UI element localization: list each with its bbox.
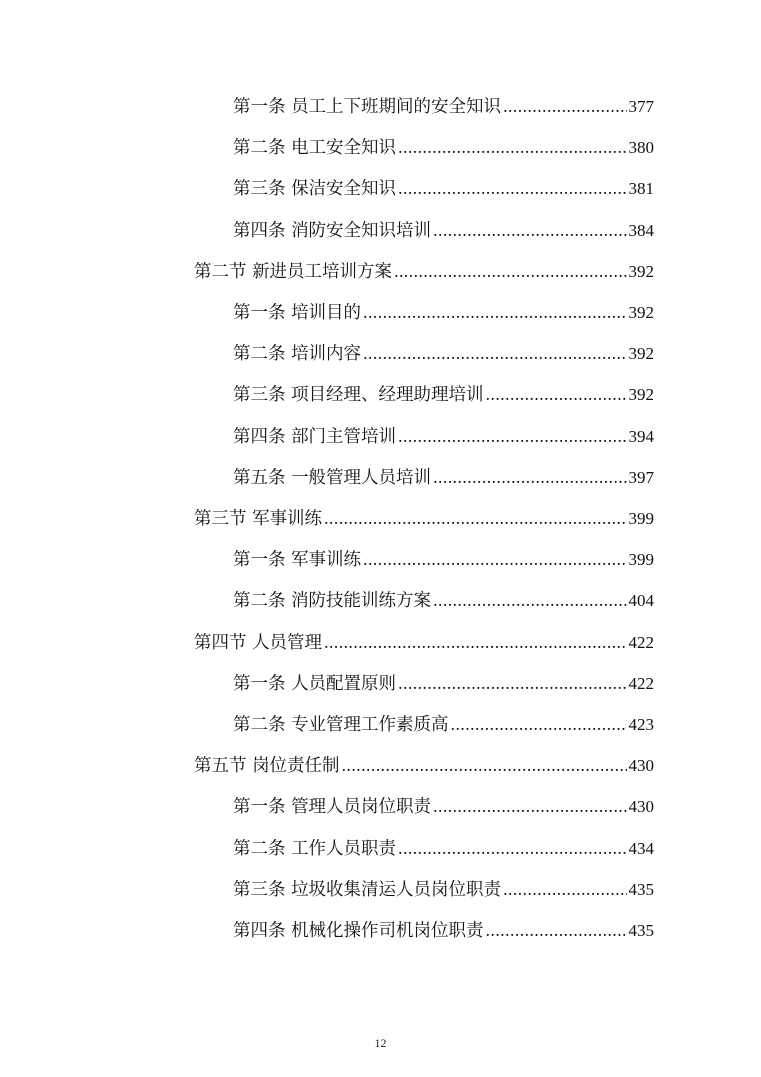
toc-entry-page-number: 434 (628, 838, 654, 858)
toc-entry-label: 第三条 项目经理、经理助理培训 (233, 385, 484, 406)
toc-dot-leader (503, 90, 626, 122)
toc-article-entry[interactable] (233, 914, 654, 946)
toc-article-entry[interactable] (233, 584, 654, 616)
toc-entry-label: 第五节 岗位责任制 (194, 756, 340, 777)
toc-dot-leader (503, 873, 626, 905)
toc-article-entry[interactable] (233, 832, 654, 864)
toc-entry-label: 第三节 军事训练 (194, 509, 323, 529)
toc-entry-page-number: 435 (628, 921, 654, 940)
toc-entry-page-number: 384 (628, 220, 654, 240)
toc-article-entry[interactable] (233, 172, 654, 204)
toc-entry-label: 第二节 新进员工培训方案 (194, 261, 393, 282)
toc-dot-leader (394, 255, 626, 287)
toc-dot-leader (398, 667, 626, 699)
toc-dot-leader (451, 708, 627, 740)
toc-entry-label: 第一条 管理人员岗位职责 (233, 797, 432, 818)
toc-entry-page-number: 380 (628, 138, 654, 158)
toc-article-entry[interactable] (233, 461, 654, 493)
toc-dot-leader (363, 296, 626, 328)
toc-dot-leader (433, 461, 626, 493)
toc-entry-page-number: 397 (628, 467, 654, 487)
toc-entry-label: 第一条 军事训练 (233, 550, 362, 571)
toc-article-entry[interactable] (233, 90, 654, 122)
toc-entry-page-number: 430 (628, 756, 654, 776)
toc-entry-label: 第二条 培训内容 (233, 344, 362, 365)
toc-entry-page-number: 392 (628, 303, 654, 322)
toc-entry-label: 第一条 员工上下班期间的安全知识 (233, 97, 502, 117)
toc-dot-leader (324, 626, 626, 658)
toc-dot-leader (398, 832, 626, 864)
toc-entry-page-number: 422 (628, 673, 654, 693)
toc-entry-label: 第三条 垃圾收集清运人员岗位职责 (233, 879, 502, 900)
toc-dot-leader (324, 502, 626, 534)
toc-article-entry[interactable] (233, 873, 654, 905)
toc-entry-page-number: 430 (628, 797, 654, 817)
toc-entry-label: 第四条 消防安全知识培训 (233, 220, 432, 241)
toc-article-entry[interactable] (233, 131, 654, 163)
toc-dot-leader (363, 337, 626, 369)
toc-entry-label: 第二条 电工安全知识 (233, 138, 397, 159)
toc-entry-page-number: 423 (628, 715, 654, 734)
toc-entry-page-number: 381 (628, 179, 654, 199)
toc-article-entry[interactable] (233, 708, 654, 740)
toc-article-entry[interactable] (233, 543, 654, 575)
toc-entry-label: 第二条 工作人员职责 (233, 838, 397, 859)
toc-dot-leader (342, 749, 627, 781)
toc-section-entry[interactable] (194, 749, 654, 781)
toc-entry-page-number: 435 (628, 879, 654, 899)
toc-article-entry[interactable] (233, 296, 654, 328)
toc-dot-leader (398, 131, 626, 163)
toc-dot-leader (433, 584, 626, 616)
toc-entry-label: 第三条 保洁安全知识 (233, 179, 397, 200)
toc-entry-page-number: 377 (628, 97, 654, 116)
toc-entry-label: 第四节 人员管理 (194, 632, 323, 653)
toc-dot-leader (433, 790, 626, 822)
toc-entry-label: 第二条 专业管理工作素质高 (233, 715, 449, 735)
toc-article-entry[interactable] (233, 214, 654, 246)
toc-dot-leader (433, 214, 626, 246)
toc-article-entry[interactable] (233, 790, 654, 822)
toc-entry-page-number: 394 (628, 426, 654, 446)
toc-dot-leader (363, 543, 626, 575)
toc-article-entry[interactable] (233, 667, 654, 699)
toc-entry-label: 第一条 人员配置原则 (233, 673, 397, 694)
toc-entry-page-number: 392 (628, 385, 654, 405)
toc-entry-page-number: 399 (628, 509, 654, 528)
toc-entry-page-number: 422 (628, 632, 654, 652)
page-number: 12 (374, 1036, 387, 1050)
toc-dot-leader (398, 172, 626, 204)
toc-article-entry[interactable] (233, 420, 654, 452)
toc-entry-label: 第四条 部门主管培训 (233, 426, 397, 447)
toc-section-entry[interactable] (194, 626, 654, 658)
toc-entry-label: 第四条 机械化操作司机岗位职责 (233, 921, 484, 941)
toc-entry-label: 第一条 培训目的 (233, 303, 362, 323)
toc-article-entry[interactable] (233, 337, 654, 369)
toc-entry-page-number: 392 (628, 261, 654, 281)
toc-entry-page-number: 399 (628, 550, 654, 570)
toc-dot-leader (486, 378, 627, 410)
toc-dot-leader (486, 914, 627, 946)
toc-entry-page-number: 404 (628, 591, 654, 611)
toc-section-entry[interactable] (194, 255, 654, 287)
toc-section-entry[interactable] (194, 502, 654, 534)
toc-entry-label: 第五条 一般管理人员培训 (233, 467, 432, 488)
toc-entry-label: 第二条 消防技能训练方案 (233, 591, 432, 612)
toc-article-entry[interactable] (233, 378, 654, 410)
toc-entry-page-number: 392 (628, 344, 654, 364)
toc-dot-leader (398, 420, 626, 452)
